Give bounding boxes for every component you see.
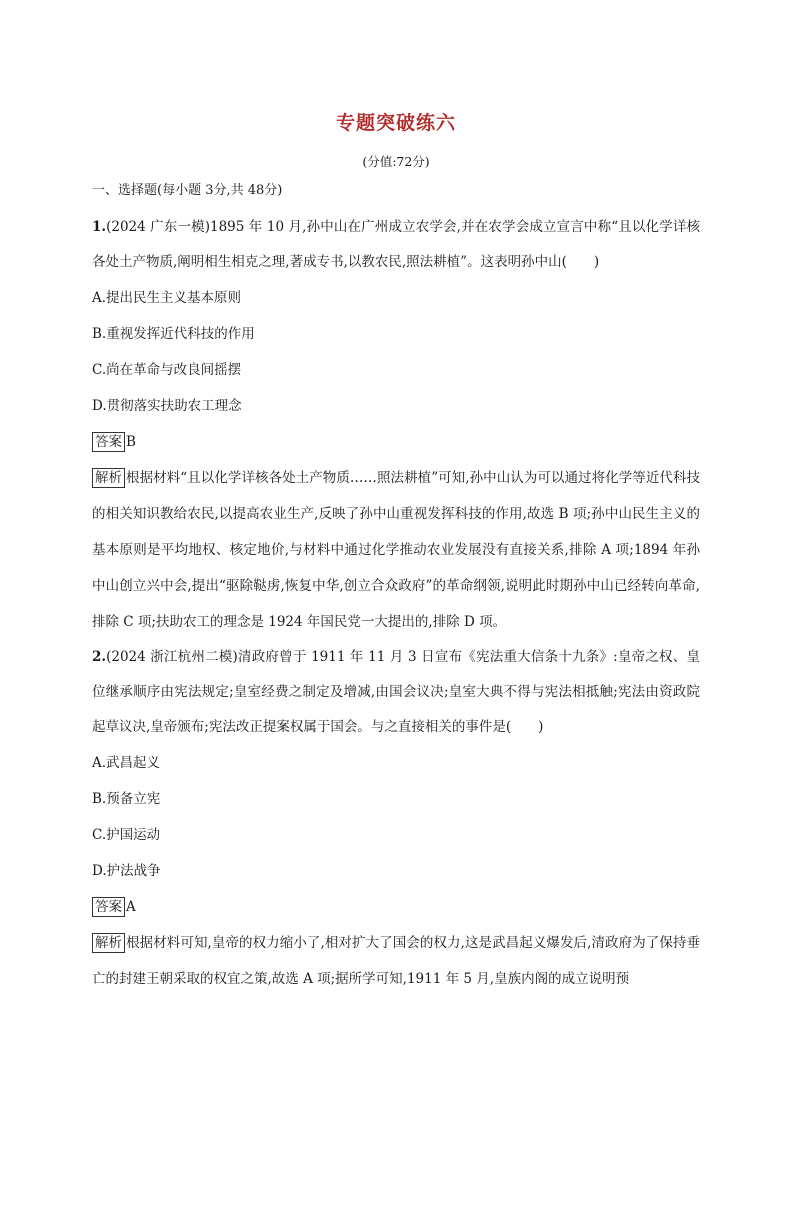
option-a: A.提出民生主义基本原则 (92, 290, 242, 306)
question-text: (2024 广东一模)1895 年 10 月,孙中山在广州成立农学会,并在农学会成立宣言中称“且以化学详核各处土产物质,阐明相生相克之理,著成专书,以教农民,照法耕植”。这表明孙中山( ) (92, 219, 700, 270)
option-b: B.预备立宪 (92, 791, 161, 807)
score-note: (分值:72分) (362, 154, 430, 169)
answer-row (92, 889, 700, 925)
analysis-tag: 解析 (92, 933, 125, 953)
option-a: A.武昌起义 (92, 755, 161, 771)
page-title: 专题突破练六 (335, 112, 456, 134)
question-stem (92, 640, 700, 745)
answer-tag: 答案 (92, 432, 125, 452)
option-b: B.重视发挥近代科技的作用 (92, 326, 255, 342)
section-heading: 一、选择题(每小题 3分,共 48分) (92, 183, 283, 198)
analysis-paragraph (92, 925, 700, 997)
analysis-tag: 解析 (92, 468, 125, 488)
question-stem (92, 210, 700, 280)
analysis-text: 根据材料“且以化学详核各处土产物质……照法耕植”可知,孙中山认为可以通过将化学等近代科技的相关知识教给农民,以提高农业生产,反映了孙中山重视发挥科技的作用,故选 B 项;孙中山民生主义的基本原则是平均地权、核定地价,与材料中通过化学推动农业发展没有直接关系,排除 A 项;1894 年孙中山创立兴中会,提出“驱除鞑虏,恢复中华,创立合众政府”的革命纲领,说明此时期孙中山已经转向革命,排除 C 项;扶助农工的理念是 1924 年国民党一大提出的,排除 D 项。 (92, 470, 700, 630)
answer-value: A (126, 899, 136, 915)
analysis-text: 根据材料可知,皇帝的权力缩小了,相对扩大了国会的权力,这是武昌起义爆发后,清政府为了保持垂亡的封建王朝采取的权宜之策,故选 A 项;据所学可知,1911 年 5 月,皇族内阁的成立说明预 (92, 935, 700, 987)
answer-value: B (126, 434, 136, 450)
option-d: D.贯彻落实扶助农工理念 (92, 398, 242, 414)
option-d: D.护法战争 (92, 863, 161, 879)
answer-row (92, 424, 700, 460)
answer-tag: 答案 (92, 897, 125, 917)
option-c: C.护国运动 (92, 827, 161, 843)
question-text: (2024 浙江杭州二模)清政府曾于 1911 年 11 月 3 日宣布《宪法重大信条十九条》:皇帝之权、皇位继承顺序由宪法规定;皇室经费之制定及增减,由国会议决;皇室大典不得与宪法相抵触;宪法由资政院起草议决,皇帝颁布;宪法改正提案权属于国会。与之直接相关的事件是( ) (92, 649, 700, 735)
exam-page (0, 108, 794, 1231)
option-c: C.尚在革命与改良间摇摆 (92, 362, 242, 378)
question-number: 2. (92, 649, 107, 665)
analysis-paragraph (92, 460, 700, 640)
question-number: 1. (92, 219, 107, 235)
